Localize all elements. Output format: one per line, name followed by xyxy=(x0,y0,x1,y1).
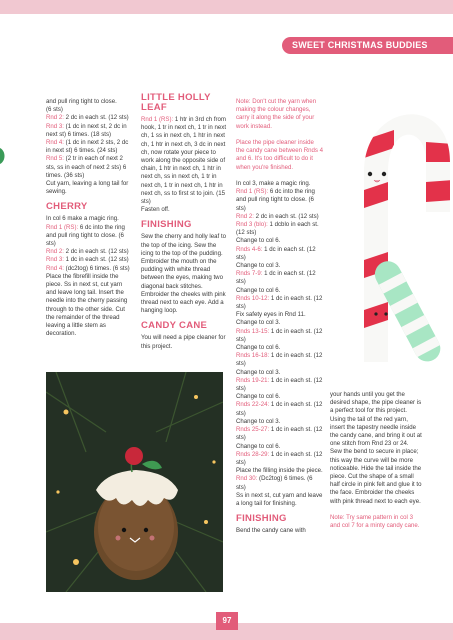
note-minty: Note: Try same pattern in col 3 and col 7 for a minty candy cane. xyxy=(330,514,420,530)
round-instruction: Fix safety eyes in Rnd 11. xyxy=(236,311,306,319)
round-instruction: Change to col 3. xyxy=(236,262,281,270)
round-instruction: Change to col 3. xyxy=(236,368,281,376)
candy-cane-rounds xyxy=(236,188,324,508)
finishing-heading: FINISHING xyxy=(236,513,287,525)
candy-cane-photo xyxy=(322,62,453,382)
round-instruction: Ss in next st, cut yarn and leave a long tail for finishing. xyxy=(236,491,323,507)
cherry-heading: CHERRY xyxy=(46,201,88,213)
text-line: and pull ring tight to close. xyxy=(46,98,117,105)
column-1 xyxy=(46,98,134,338)
column-2 xyxy=(141,93,229,351)
round-instruction: Change to col 6. xyxy=(236,237,281,245)
round-instruction: Rnd 3: (1 dc in next st, 2 dc in next st) 6 times. (18 sts) xyxy=(46,122,127,138)
round-instruction: Rnds 7-9: 1 dc in each st. (12 sts) xyxy=(236,270,316,286)
holly-leaf-edge-icon xyxy=(0,146,8,166)
text-line: In col 6 make a magic ring. xyxy=(46,215,119,223)
round-instruction: Rnd 2: 2 dc in each st. (12 sts) xyxy=(236,212,319,220)
text-line: In col 3, make a magic ring. xyxy=(236,180,311,187)
round-instruction: Rnd 1 (RS): 1 htr in 3rd ch from hook, 1 tr in next ch, 1 tr in next ch, 1 ss in next ch, 1 htr in next ch, 1 htr in next ch, 3 dc in next ch, now rotate your piece to work along the opposite side of chain, 1 htr in next ch, 1 htr in next ch, ss in next ch, 1 tr in next ch, 1 tr in next ch, 1 htr in next ch, ss to first st to join. (15 sts) xyxy=(141,116,227,206)
finishing-heading: FINISHING xyxy=(141,219,192,231)
text-line: Bend the candy cane with xyxy=(236,527,306,535)
round-instruction: Rnds 22-24: 1 dc in each st. (12 sts) xyxy=(236,401,323,417)
round-instruction: Rnd 1 (RS): 6 dc into the ring and pull ring tight to close. (6 sts) xyxy=(46,223,125,248)
christmas-pudding-photo xyxy=(46,372,223,592)
round-instruction: Rnd 3 (blo): 1 dcblo in each st. (12 sts) xyxy=(236,221,319,237)
round-instruction: Change to col 3. xyxy=(236,417,281,425)
round-instruction: Place the filling inside the piece. xyxy=(236,467,323,475)
text-paragraph: your hands until you get the desired shape, the pipe cleaner is a perfect tool for this project. Using the tail of the red yarn, insert the tapestry needle inside the candy cane, and bring it out at one stitch from Rnd 23 or 24. Sew the bend to secure in place; this way the curve will be more noticeable. Hide the tail inside the piece. Cut the shape of a small half circle in pink felt and glue it to the face. Embroider the cheeks with pink thread next to each eye. xyxy=(330,391,422,505)
eye-icon xyxy=(368,172,372,176)
note-pipe-cleaner: Place the pipe cleaner inside the candy cane between Rnds 4 and 6. It's too difficult to do it when you're finished. xyxy=(236,139,324,171)
text-line: (6 sts) xyxy=(46,106,63,114)
round-instruction: Rnd 1 (RS): 6 dc into the ring and pull ring tight to close. (6 sts) xyxy=(236,188,315,212)
round-instruction: Rnd 3: 1 dc in each st. (12 sts) xyxy=(46,256,129,264)
note-colour-change: Note: Don't cut the yarn when making the colour changes, carry it along the side of your work instead. xyxy=(236,98,317,130)
round-instruction: Rnd 30: (Dc2tog) 6 times. (6 sts) xyxy=(236,475,313,491)
round-instruction: Rnds 10-12: 1 dc in each st. (12 sts) xyxy=(236,294,323,311)
round-instruction: Rnd 4: (1 dc in next 2 sts, 2 dc in next st) 6 times. (24 sts) xyxy=(46,139,129,155)
candy-cane-heading: CANDY CANE xyxy=(141,320,208,332)
round-instruction: Rnds 28-29: 1 dc in each st. (12 sts) xyxy=(236,450,323,466)
round-instruction: Change to col 6. xyxy=(236,393,281,401)
column-3 xyxy=(236,98,324,535)
round-instruction: Rnd 4: (dc2tog) 6 times. (6 sts) xyxy=(46,264,130,272)
round-instruction: Change to col 6. xyxy=(236,286,281,294)
column-4 xyxy=(330,391,422,530)
round-instruction: Change to col 6. xyxy=(236,442,281,450)
round-instruction: Rnds 25-27: 1 dc in each st. (12 sts) xyxy=(236,426,323,442)
round-instruction: Rnds 16-18: 1 dc in each st. (12 sts) xyxy=(236,352,323,368)
text-line: Cut yarn, leaving a long tail for sewing. xyxy=(46,180,129,196)
round-instruction: Rnds 13-15: 1 dc in each st. (12 sts) xyxy=(236,327,323,343)
round-instruction: Change to col 6. xyxy=(236,344,281,352)
round-instruction: Rnds 4-6: 1 dc in each st. (12 sts) xyxy=(236,245,316,261)
page-number: 97 xyxy=(216,612,238,630)
holly-leaf-heading: LITTLE HOLLY LEAF xyxy=(141,92,211,113)
round-instruction: Change to col 3. xyxy=(236,319,281,327)
round-instruction: Rnd 2: 2 dc in each st. (12 sts) xyxy=(46,248,129,256)
round-instruction: Rnd 5: (2 tr in each of next 2 sts, ss in each of next 2 sts) 6 times. (36 sts) xyxy=(46,155,127,179)
section-title-tab: SWEET CHRISTMAS BUDDIES xyxy=(282,37,453,54)
round-instruction: Rnd 2: 2 dc in each st. (12 sts) xyxy=(46,114,129,122)
top-color-band xyxy=(0,0,453,14)
text-paragraph: Sew the cherry and holly leaf to the top of the icing. Sew the icing to the top of the pudding. Embroider the mouth on the pudding with white thread between the eyes, making two diagonal back stitches. Embroider the cheeks with pink thread next to each eye. Add a hanging loop. xyxy=(141,233,227,315)
text-paragraph: You will need a pipe cleaner for this project. xyxy=(141,334,226,350)
text-paragraph: Place the fibrefill inside the piece. Ss in next st, cut yarn and leave long tail. Insert the needle into the cherry passing through to the other side. Cut the remainder of the thread leaving a little stem as decoration. xyxy=(46,272,128,338)
text-line: Fasten off. xyxy=(141,206,170,214)
round-instruction: Rnds 19-21: 1 dc in each st. (12 sts) xyxy=(236,376,323,393)
